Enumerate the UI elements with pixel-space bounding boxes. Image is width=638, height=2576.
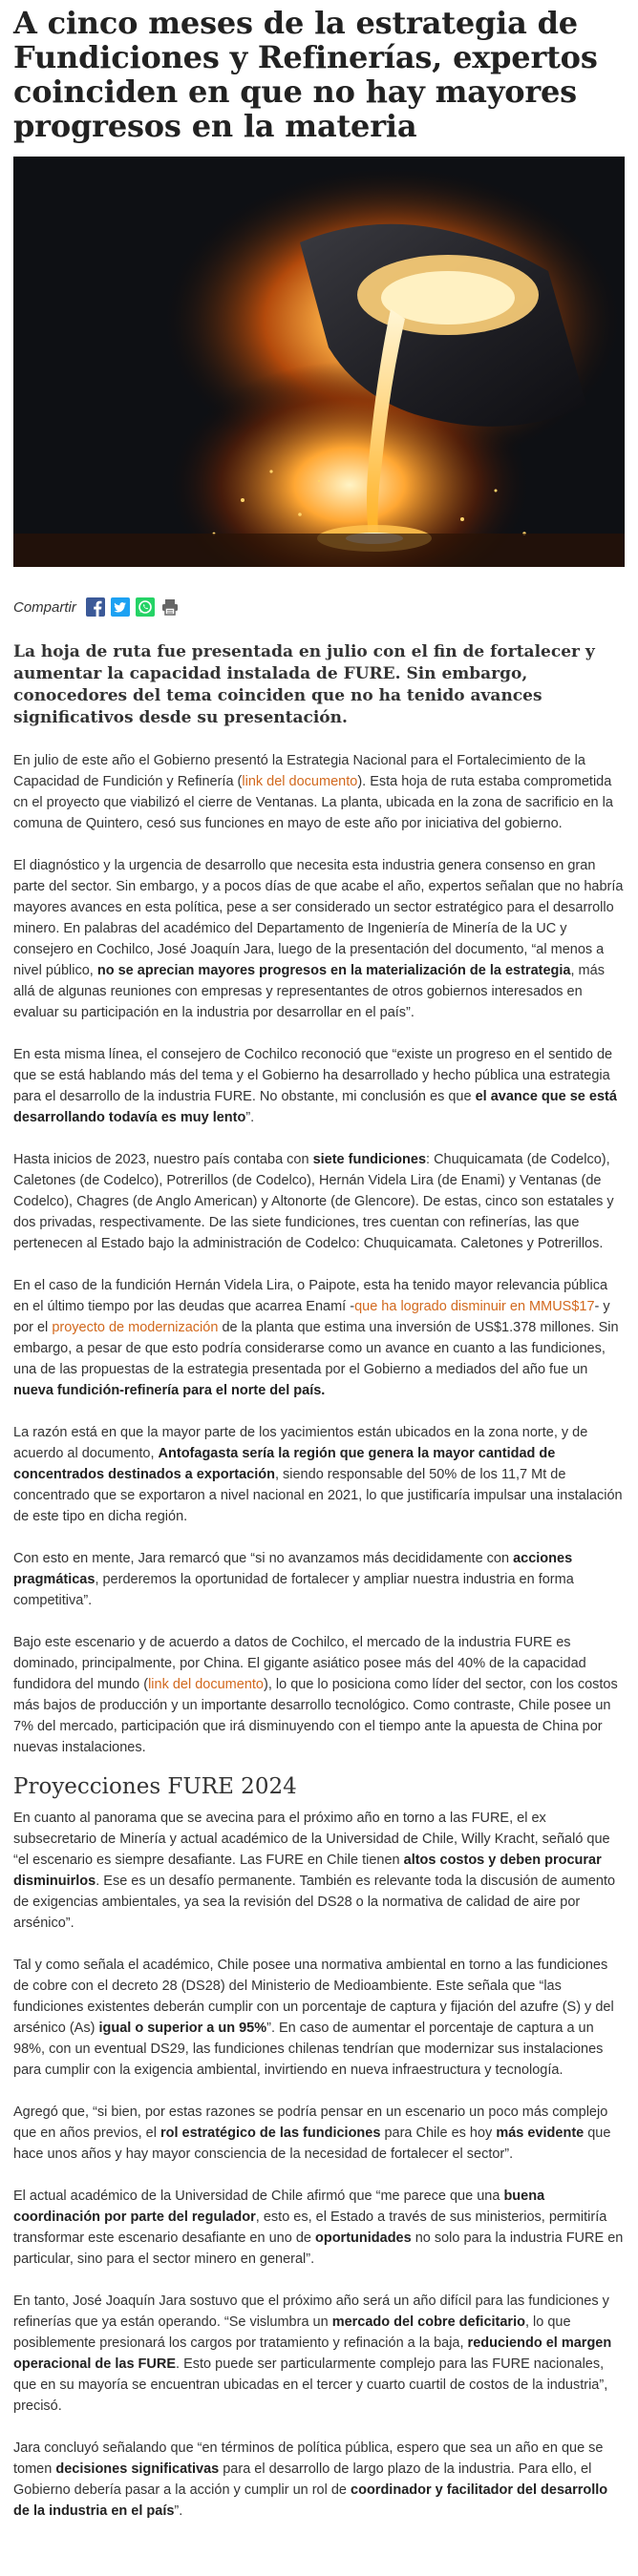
text: , más allá de algunas reuniones con empresas y representantes de otros gobiernos interesados en evaluar su participación en la industria por desarrollar en el país”. (13, 963, 605, 1020)
bold-text: más evidente (496, 2126, 585, 2141)
print-icon[interactable] (160, 597, 180, 617)
text: Tal y como señala el académico, Chile posee una normativa ambiental en torno a las fundiciones de cobre con el decreto 28 (DS28) del Ministerio de Medioambiente. Este señala que “las fundiciones existentes deberán cumplir con un porcentaje de captura y fijación del azufre (S) y del arsénico (As) (13, 1958, 614, 2036)
text: Bajo este escenario y de acuerdo a datos de Cochilco, el mercado de la industria FURE es dominado, principalmente, por China. El gigante asiático posee más del 40% de la capacidad fundidora del mundo ( (13, 1635, 586, 1692)
facebook-icon[interactable] (86, 597, 105, 617)
text: de la planta que estima una inversión de US$1.378 millones. Sin embargo, a pesar de que esto podría considerarse como un avance en cuanto a las fundiciones, una de las propuestas de la estrategia presentada por el Gobierno a mediados del año fue un (13, 1320, 619, 1377)
bold-text: coordinador y facilitador del desarrollo de la industria en el país (13, 2482, 608, 2519)
paragraph-6 (13, 1422, 627, 1527)
bold-text: mercado del cobre deficitario (331, 2314, 525, 2330)
bold-text: reduciendo el margen operacional de las FURE (13, 2335, 612, 2372)
bold-text: igual o superior a un 95% (98, 2021, 267, 2036)
paragraph-13 (13, 2291, 627, 2417)
text: La razón está en que la mayor parte de los yacimientos están ubicados en la zona norte, y de acuerdo al documento, (13, 1425, 588, 1461)
article-lead: La hoja de ruta fue presentada en julio con el fin de fortalecer y aumentar la capacidad instalada de FURE. Sin embargo, conocedores del tema coinciden que no ha tenido avances significativos desde su presentación. (13, 642, 595, 727)
bold-text: siete fundiciones (312, 1152, 427, 1167)
text: , siendo responsable del 50% de los 11,7 Mt de concentrado que se exportaron a nivel nacional en 2021, lo que justificaría impulsar una instalación de este tipo en dicha región. (13, 1467, 623, 1524)
paragraph-3 (13, 1044, 627, 1128)
text: , perderemos la oportunidad de fortalecer y ampliar nuestra industria en forma competitiva”. (13, 1572, 574, 1608)
text: para el desarrollo de largo plazo de la industria. Para ello, el Gobierno debería pasar a la acción y cumplir un rol de (13, 2461, 592, 2498)
share-label: Compartir (13, 598, 76, 616)
paragraph-1 (13, 750, 627, 834)
text: ). Esta hoja de ruta estaba comprometida cn el proyecto que viabilizó el cierre de Ventanas. La planta, ubicada en la zona de sacrificio en la comuna de Quintero, cesó sus funciones en mayo de este año por iniciativa del gobierno. (13, 774, 613, 831)
bold-text: buena coordinación por parte del regulador (13, 2189, 545, 2225)
text: , esto es, el Estado a través de sus ministerios, permitiría transformar este escenario desafiante en uno de (13, 2209, 607, 2246)
text: En tanto, José Joaquín Jara sostuvo que el próximo año será un año difícil para las fundiciones y refinerías que ya están operando. “Se vislumbra un (13, 2293, 609, 2330)
twitter-icon[interactable] (111, 597, 130, 617)
text: Hasta inicios de 2023, nuestro país contaba con (13, 1152, 313, 1167)
paragraph-14 (13, 2438, 627, 2522)
text: no solo para la industria FURE en particular, sino para el sector minero en general”. (13, 2230, 624, 2267)
text: para Chile es hoy (380, 2126, 497, 2141)
paragraph-7 (13, 1548, 627, 1611)
share-bar (13, 597, 627, 617)
whatsapp-icon[interactable] (136, 597, 155, 617)
bold-text: altos costos y deben procurar disminuirlos (13, 1853, 602, 1889)
paragraph-8 (13, 1632, 627, 1758)
modernization-link[interactable]: proyecto de modernización (52, 1320, 219, 1335)
paragraph-9 (13, 1808, 627, 1934)
document-link[interactable]: link del documento (242, 774, 358, 789)
text: : Chuquicamata (de Codelco), Caletones (de Codelco), Potrerillos (de Codelco), Hernán Videla Lira (de Enami) y Ventanas (de Codelco), Chagres (de Anglo American) y Altonorte (de Glencore). De estas, cinco son estatales y dos privadas, respectivamente. De las siete fundiciones, tres cuentan con refinerías, las que pertenecen al Estado bajo la administración de Codelco: Chuquicamata. Caletones y Potrerillos. (13, 1152, 614, 1251)
article-headline: A cinco meses de la estrategia de Fundiciones y Refinerías, expertos coinciden en que no hay mayores progresos en la materia (13, 5, 598, 144)
bold-text: Antofagasta sería la región que genera la mayor cantidad de concentrados destinados a exportación (13, 1446, 556, 1482)
text: ”. En caso de aumentar el porcentaje de captura a un 98%, con un eventual DS29, las fundiciones chilenas tendrían que modernizar sus instalaciones para cumplir con la exigencia ambiental, invirtiendo en nueva infraestructura y tecnología. (13, 2021, 604, 2078)
paragraph-12 (13, 2186, 627, 2270)
paragraph-11 (13, 2102, 627, 2165)
text: Agregó que, “si bien, por estas razones se podría pensar en un escenario un poco más complejo que en años previos, el (13, 2105, 608, 2141)
text: , lo que posiblemente presionará los cargos por tratamiento y refinación a la baja, (13, 2314, 571, 2351)
bold-text: el avance que se está desarrollando todavía es muy lento (13, 1089, 617, 1125)
text: En cuanto al panorama que se avecina para el próximo año en torno a las FURE, el ex subsecretario de Minería y actual académico de la Universidad de Chile, Willy Kracht, señaló que “el escenario es siempre desafiante. Las FURE en Chile tienen (13, 1811, 610, 1868)
bold-text: oportunidades (314, 2230, 412, 2246)
text: . Esto puede ser particularmente complejo para las FURE nacionales, que en su mayoría se encuentran ubicadas en el tercer y cuarto cuartil de costos de la industria”, precisó. (13, 2356, 608, 2414)
debt-link[interactable]: que ha logrado disminuir en MMUS$17 (354, 1299, 595, 1314)
text: El actual académico de la Universidad de Chile afirmó que “me parece que una (13, 2189, 504, 2204)
text: El diagnóstico y la urgencia de desarrollo que necesita esta industria genera consenso en gran parte del sector. Sin embargo, y a pocos días de que acabe el año, expertos señalan que no habría mayores avances en esta política, pese a ser considerado un sector estratégico para el desarrollo minero. En palabras del académico del Departamento de Ingeniería de Minería de la UC y consejero en Cochilco, José Joaquín Jara, luego de la presentación del documento, “al menos a nivel público, (13, 858, 624, 978)
section-heading: Proyecciones FURE 2024 (13, 1774, 297, 1799)
text: En el caso de la fundición Hernán Videla Lira, o Paipote, esta ha tenido mayor relevancia pública en el último tiempo por las deudas que acarrea Enamí - (13, 1278, 608, 1314)
paragraph-10 (13, 1955, 627, 2081)
text: . Ese es un desafío permanente. También es relevante toda la discusión de aumento de exigencias ambientales, ya sea la revisión del DS28 o la normativa de calidad de aire por arsénico”. (13, 1874, 616, 1931)
bold-text: decisiones significativas (55, 2461, 220, 2477)
bold-text: nueva fundición-refinería para el norte del país. (13, 1383, 326, 1398)
paragraph-5 (13, 1275, 627, 1401)
bold-text: no se aprecian mayores progresos en la materialización de la estrategia (96, 963, 571, 978)
hero-image (13, 157, 625, 567)
document-link[interactable]: link del documento (148, 1677, 264, 1692)
text: ”. (245, 1110, 255, 1125)
text: ”. (174, 2503, 183, 2519)
paragraph-2 (13, 855, 627, 1023)
text: Jara concluyó señalando que “en términos de política pública, espero que sea un año en que se tomen (13, 2440, 604, 2477)
text: ), lo que lo posiciona como líder del sector, con los costos más bajos de producción y un importante desarrollo tecnológico. Como contraste, Chile posee un 7% del mercado, participación que irá disminuyendo con el tiempo ante la apuesta de China por nuevas instalaciones. (13, 1677, 618, 1755)
text: Con esto en mente, Jara remarcó que “si no avanzamos más decididamente con (13, 1551, 514, 1566)
bold-text: rol estratégico de las fundiciones (160, 2126, 381, 2141)
paragraph-4 (13, 1149, 627, 1254)
text: - y por el (13, 1299, 610, 1335)
text: que hace unos años y hay mayor consciencia de la necesidad de fortalecer el sector”. (13, 2126, 611, 2162)
bold-text: acciones pragmáticas (13, 1551, 573, 1587)
text: En julio de este año el Gobierno presentó la Estrategia Nacional para el Fortalecimiento de la Capacidad de Fundición y Refinería ( (13, 753, 585, 789)
text: En esta misma línea, el consejero de Cochilco reconoció que “existe un progreso en el sentido de que se está hablando más del tema y el Gobierno ha desarrollado y hecho pública una estrategia para el desarrollo de la industria FURE. No obstante, mi conclusión es que (13, 1047, 613, 1104)
